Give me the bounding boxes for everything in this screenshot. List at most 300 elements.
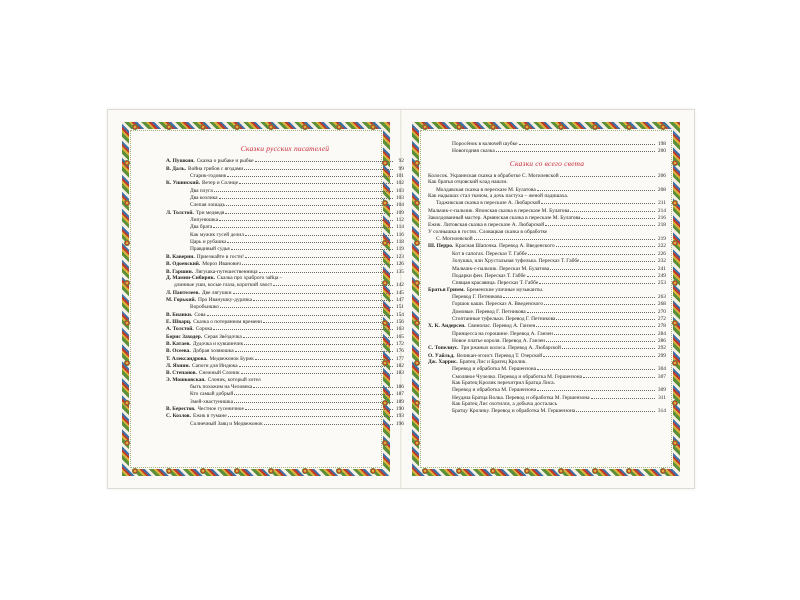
toc-page-number: 206 — [657, 173, 666, 180]
toc-leader-dots — [591, 394, 656, 399]
toc-title: Старик-годовик — [190, 173, 227, 180]
toc-author: Л. Пантелеев. — [166, 289, 200, 296]
toc-entry — [428, 407, 666, 414]
toc-title: Мальчик-с-пальчик. Японская сказка в пересказе М. Булатова — [428, 207, 570, 214]
flower-ornament-icon — [124, 400, 130, 406]
toc-leader-dots — [253, 296, 393, 301]
toc-title: Мальчик-с-пальчик. Пересказ М. Булатова — [452, 265, 550, 272]
toc-page-number: 304 — [657, 366, 666, 373]
toc-page-number: 172 — [395, 340, 404, 347]
flower-ornament-icon — [414, 240, 420, 246]
toc-page-number: 219 — [657, 236, 666, 243]
toc-entry — [428, 373, 666, 380]
flower-ornament-icon — [302, 468, 308, 474]
toc-page-number: 119 — [396, 246, 404, 253]
toc-page-number: 211 — [658, 200, 666, 207]
toc-leader-dots — [255, 157, 393, 162]
toc-author: В. Осеева. — [166, 348, 191, 355]
toc-leader-dots — [527, 272, 655, 277]
toc-title: Две лягушки — [201, 289, 232, 296]
toc-leader-dots — [536, 322, 655, 327]
toc-entry — [428, 199, 666, 206]
flower-ornament-icon — [382, 320, 388, 326]
toc-page-number: 193 — [395, 413, 404, 420]
flower-ornament-icon — [382, 440, 388, 446]
toc-page-number: 307 — [657, 373, 666, 380]
flower-ornament-icon — [672, 440, 678, 446]
flower-ornament-icon — [124, 280, 130, 286]
toc-page-number: 222 — [657, 243, 666, 250]
toc-page-number: 99 — [398, 165, 404, 172]
toc-page-number: 272 — [657, 315, 666, 322]
flower-ornament-icon — [124, 320, 130, 326]
toc-author: В. Катаев. — [166, 340, 191, 347]
toc-page-number: 253 — [657, 280, 666, 287]
toc-leader-dots — [234, 398, 393, 403]
toc-entry — [166, 238, 404, 245]
toc-title: Поросёнок в колючей шубке — [452, 141, 518, 147]
toc-page-number: 187 — [395, 391, 404, 398]
flower-ornament-icon — [592, 124, 598, 130]
flower-ornament-icon — [336, 468, 342, 474]
toc-leader-dots — [539, 279, 655, 284]
flower-ornament-icon — [124, 160, 130, 166]
flower-ornament-icon — [382, 160, 388, 166]
flower-ornament-icon — [124, 360, 130, 366]
toc-title: Таджикская сказка в пересказе А. Любарской — [436, 200, 541, 207]
toc-title: Сапоги для Индюка — [191, 362, 238, 369]
toc-leader-dots — [527, 308, 655, 313]
toc-entry — [166, 420, 404, 427]
toc-page-number: 116 — [396, 231, 404, 238]
flower-ornament-icon — [132, 124, 138, 130]
toc-entry — [166, 296, 404, 303]
flower-ornament-icon — [382, 400, 388, 406]
toc-title: Змей-хвастунишка — [190, 398, 233, 405]
toc-page-number: 284 — [657, 330, 666, 337]
toc-title: С. Могилевской — [436, 236, 473, 243]
toc-leader-dots — [541, 199, 655, 204]
toc-title: Мороз Иванович — [202, 261, 241, 268]
toc-page-number: 109 — [395, 209, 404, 216]
toc-title: Как братья отцовский клад нашли. — [428, 179, 508, 186]
flower-ornament-icon — [672, 400, 678, 406]
toc-title: Царь и рубашка — [190, 239, 227, 246]
toc-author: Л. Яхнин. — [166, 362, 190, 369]
toc-entry — [166, 289, 404, 296]
toc-author: С. Топелиус. — [428, 345, 459, 352]
toc-page-number: 232 — [657, 258, 666, 265]
toc-page-number: 126 — [395, 261, 404, 268]
toc-entry — [428, 344, 666, 351]
toc-title: Как Братец Кролик перехитрил Братца Лиса. — [452, 380, 556, 386]
flower-ornament-icon — [382, 240, 388, 246]
toc-leader-dots — [219, 194, 393, 199]
flower-ornament-icon — [456, 124, 462, 130]
flower-ornament-icon — [672, 200, 678, 206]
toc-page-number: 145 — [395, 289, 404, 296]
toc-leader-dots — [213, 223, 393, 228]
toc-leader-dots — [554, 330, 655, 335]
toc-page-number: 189 — [395, 398, 404, 405]
toc-title: Сказка про храброго зайца – — [217, 274, 283, 281]
flower-ornament-icon — [234, 124, 240, 130]
toc-leader-dots — [245, 405, 393, 410]
toc-author: М. Горький. — [166, 296, 196, 303]
flower-ornament-icon — [132, 468, 138, 474]
toc-leader-dots — [263, 318, 393, 323]
flower-ornament-icon — [672, 160, 678, 166]
toc-entry — [166, 260, 404, 267]
toc-title: Слоник, который хотел — [207, 376, 261, 383]
toc-title: Ёжик. Литовская сказка в пересказе А. Любарской — [428, 222, 545, 229]
toc-entry — [166, 383, 404, 390]
flower-ornament-icon — [414, 320, 420, 326]
flower-ornament-icon — [592, 468, 598, 474]
toc-leader-dots — [503, 293, 655, 298]
toc-entry — [166, 231, 404, 238]
flower-ornament-icon — [414, 440, 420, 446]
toc-title: Свинопас. Перевод А. Ганзен — [467, 323, 536, 330]
toc-leader-dots — [583, 373, 655, 378]
toc-entry — [428, 293, 666, 300]
toc-entry — [166, 390, 404, 397]
toc-title: Бременские уличные музыканты. — [466, 286, 544, 293]
toc-leader-dots — [243, 333, 393, 338]
toc-page-number: 190 — [395, 406, 404, 413]
toc-leader-dots — [245, 231, 393, 236]
toc-leader-dots — [242, 260, 393, 265]
toc-title: Принцесса на горошине. Перевод А. Ганзен — [452, 330, 553, 337]
toc-title: Сказка о рыбаке и рыбке — [196, 158, 254, 165]
toc-leader-dots — [228, 412, 393, 417]
toc-author: В. Гаршин. — [166, 268, 194, 275]
flower-ornament-icon — [382, 360, 388, 366]
book-spread — [107, 109, 695, 489]
toc-title: Два козлика — [190, 195, 218, 202]
toc-page-number: 198 — [657, 141, 666, 147]
flower-ornament-icon — [370, 124, 376, 130]
toc-entry — [428, 300, 666, 307]
toc-page-number: 309 — [657, 387, 666, 394]
toc-author: Ш. Перро. — [428, 243, 454, 250]
toc-entry — [166, 216, 404, 223]
toc-title: Добрая хозяюшка — [192, 348, 234, 355]
toc-entry — [428, 235, 666, 242]
toc-entry — [428, 207, 666, 214]
toc-title: Перевод Г. Петникова — [452, 293, 503, 300]
flower-ornament-icon — [672, 240, 678, 246]
toc-leader-dots — [235, 347, 393, 352]
flower-ornament-icon — [672, 280, 678, 286]
toc-title: Новое платье короля. Перевод А. Ганзен — [452, 337, 545, 344]
toc-entry — [166, 412, 404, 419]
toc-leader-dots — [234, 390, 393, 395]
toc-title: Сказка о потерянном времени — [193, 318, 263, 325]
toc-leader-dots — [239, 362, 393, 367]
toc-author: А. Толстой. — [166, 326, 194, 333]
toc-title: Снежный Слоник — [198, 370, 240, 377]
toc-page-number: 123 — [395, 253, 404, 260]
toc-list-right — [428, 172, 666, 415]
toc-entry — [166, 209, 404, 216]
flower-ornament-icon — [414, 200, 420, 206]
toc-leader-dots — [241, 369, 393, 374]
toc-author: Х. К. Андерсен. — [428, 323, 466, 330]
toc-title: Стоптанные туфельки. Перевод Г. Петникова — [452, 315, 556, 322]
toc-entry — [166, 245, 404, 252]
toc-title: Два брата — [190, 224, 213, 231]
toc-title: Заколдованный мастер. Армянская сказка в пересказе М. Булатова — [428, 215, 581, 222]
section-title-world: Сказки со всего света — [509, 158, 585, 168]
toc-title: Перевод и обработка М. Гершензона — [452, 387, 537, 394]
flower-ornament-icon — [490, 468, 496, 474]
toc-title: Сорока — [195, 326, 213, 333]
toc-page-number: 101 — [395, 173, 404, 180]
left-page — [166, 140, 404, 427]
toc-title: У солнышка в гостях. Словацкая сказка в обработке — [428, 228, 548, 235]
toc-page-number: 249 — [657, 272, 666, 279]
toc-title: Ветер и Солнце — [201, 180, 239, 187]
toc-entry — [428, 308, 666, 315]
flower-ornament-icon — [626, 124, 632, 130]
flower-ornament-icon — [558, 468, 564, 474]
toc-entry — [166, 398, 404, 405]
toc-author: С. Козлов. — [166, 413, 191, 420]
toc-leader-dots — [537, 386, 655, 391]
toc-leader-dots — [576, 407, 655, 412]
toc-entry — [428, 365, 666, 372]
flower-ornament-icon — [672, 360, 678, 366]
toc-page-number: 270 — [657, 308, 666, 315]
toc-leader-dots — [580, 257, 655, 262]
toc-page-number: 314 — [657, 408, 666, 415]
toc-title: Молдавская сказка в пересказе М. Булатова — [436, 186, 536, 193]
toc-entry — [428, 257, 666, 264]
flower-ornament-icon — [558, 124, 564, 130]
toc-title: Как мужик гусей делил — [190, 231, 244, 238]
flower-ornament-icon — [422, 468, 428, 474]
toc-title: Серая Звёздочка — [204, 333, 242, 340]
toc-entry — [166, 187, 404, 194]
toc-page-number: 135 — [395, 268, 404, 275]
flower-ornament-icon — [660, 124, 666, 130]
flower-ornament-icon — [414, 360, 420, 366]
toc-leader-dots — [570, 207, 655, 212]
toc-title: Война грибов с ягодами — [187, 165, 244, 172]
toc-entry — [428, 242, 666, 249]
toc-entry — [428, 315, 666, 322]
toc-author: В. Степанов. — [166, 370, 197, 377]
toc-page-number: 92 — [398, 158, 404, 165]
toc-title: Сова — [194, 311, 206, 318]
flower-ornament-icon — [524, 124, 530, 130]
toc-page-number: 163 — [395, 326, 404, 333]
toc-title: Перевод и обработка М. Гершензона — [452, 366, 537, 373]
toc-title: Честное гусеничное — [197, 406, 244, 413]
toc-page-number: 177 — [395, 355, 404, 362]
toc-title: Как надышах стал ткачом, а дочь пастуха – женой падишаха. — [428, 193, 569, 200]
toc-entry — [166, 165, 404, 172]
toc-entry — [166, 347, 404, 354]
toc-page-number: 112 — [396, 217, 404, 224]
flower-ornament-icon — [370, 468, 376, 474]
toc-page-number: 208 — [657, 186, 666, 193]
toc-leader-dots — [543, 352, 655, 357]
toc-entry — [166, 201, 404, 208]
toc-page-number: 278 — [657, 323, 666, 330]
toc-leader-dots — [214, 187, 393, 192]
toc-page-number: 154 — [395, 311, 404, 318]
toc-author: В. Берестов. — [166, 406, 196, 413]
toc-entry — [428, 386, 666, 393]
toc-page-number: 186 — [395, 384, 404, 390]
flower-ornament-icon — [672, 320, 678, 326]
toc-title: Липунюшка — [190, 217, 219, 224]
toc-entry — [166, 223, 404, 230]
toc-leader-dots — [562, 344, 655, 349]
toc-author: О. Уайльд. — [428, 352, 455, 359]
toc-author: Д. Мамин-Сибиряк. — [166, 274, 216, 281]
toc-title: Как Братец Лис охотился, а добыча досталась — [452, 401, 558, 408]
toc-page-number: 196 — [395, 420, 404, 427]
flower-ornament-icon — [382, 280, 388, 286]
toc-author: Э. Мошковская. — [166, 376, 206, 383]
toc-entry — [166, 325, 404, 332]
toc-leader-dots — [225, 209, 393, 214]
right-page — [428, 140, 666, 415]
toc-entry — [166, 157, 404, 164]
toc-author: Е. Шварц. — [166, 318, 192, 325]
toc-leader-dots — [227, 238, 393, 243]
flower-ornament-icon — [200, 124, 206, 130]
toc-leader-dots — [544, 300, 655, 305]
toc-title: Спящая красавица. Пересказ Т. Габбе — [452, 280, 539, 287]
toc-title: Три ржаных колоса. Перевод А. Любарской — [460, 345, 561, 352]
toc-page-number: 176 — [395, 348, 404, 355]
toc-page-number: 226 — [657, 250, 666, 257]
toc-entry — [166, 303, 404, 310]
toc-title: Братец Лис и Братец Кролик. — [459, 358, 527, 365]
toc-title: Подарки феи. Пересказ Т. Габбе — [452, 272, 526, 279]
toc-title: Домовые. Перевод Г. Петникова — [452, 308, 526, 315]
toc-author: В. Каверин. — [166, 253, 195, 260]
flower-ornament-icon — [414, 280, 420, 286]
toc-page-number: 147 — [395, 296, 404, 303]
toc-title: Великан-эгоист. Перевод Т. Озерской — [456, 352, 543, 359]
toc-page-number: 103 — [395, 187, 404, 194]
toc-title: Горшок каши. Пересказ А. Введенского — [452, 301, 544, 308]
toc-leader-dots — [259, 268, 393, 273]
toc-list-left — [166, 157, 404, 427]
toc-title: длинные уши, косые глаза, короткий хвост — [174, 282, 273, 289]
toc-page-number: 218 — [657, 222, 666, 229]
toc-leader-dots — [253, 383, 393, 388]
toc-author: Л. Толстой. — [166, 209, 194, 216]
toc-title: Ёжик в тумане — [192, 413, 227, 420]
toc-entry — [428, 214, 666, 221]
toc-title: Колосок. Украинская сказка в обработке С. Могилевской — [428, 173, 559, 180]
toc-title: Воробьишко — [190, 304, 219, 311]
toc-leader-dots — [220, 303, 393, 308]
toc-author: Братья Гримм. — [428, 286, 465, 293]
flower-ornament-icon — [166, 124, 172, 130]
toc-entry — [166, 311, 404, 318]
toc-entry — [428, 330, 666, 337]
flower-ornament-icon — [124, 440, 130, 446]
flower-ornament-icon — [336, 124, 342, 130]
toc-title: Братцу Кролику. Перевод и обработка М. Гершензона — [452, 408, 576, 415]
toc-page-number: 165 — [395, 333, 404, 340]
toc-leader-dots — [219, 216, 393, 221]
toc-page-number: 241 — [657, 265, 666, 272]
toc-author: В. Бианки. — [166, 311, 193, 318]
toc-title: Золушка, или Хрустальная туфелька. Пересказ Т. Габбе — [452, 258, 580, 265]
toc-entry — [166, 268, 404, 275]
toc-leader-dots — [244, 165, 393, 170]
toc-entry — [166, 179, 404, 186]
flower-ornament-icon — [422, 124, 428, 130]
toc-leader-dots — [546, 337, 655, 342]
toc-entry — [166, 253, 404, 260]
toc-author: Борис Заходер. — [166, 333, 203, 340]
toc-author: Дж. Харрис. — [428, 358, 458, 365]
toc-title: Смоляное Чучелко. Перевод и обработка М. Гершензона — [452, 373, 582, 380]
toc-entry — [166, 172, 404, 179]
toc-author: В. Даль. — [166, 165, 186, 172]
toc-leader-dots — [581, 214, 655, 219]
toc-leader-dots — [496, 147, 655, 152]
flower-ornament-icon — [660, 468, 666, 474]
toc-title: Медвежонок Бурик — [209, 355, 254, 362]
toc-author: А. Пушкин. — [166, 158, 195, 165]
toc-title: Кто самый добрый — [190, 391, 234, 398]
toc-title: Дудочка и кувшинчик — [192, 340, 244, 347]
toc-leader-dots — [227, 172, 393, 177]
toc-page-number: 216 — [657, 215, 666, 222]
flower-ornament-icon — [166, 468, 172, 474]
flower-ornament-icon — [124, 200, 130, 206]
toc-entry — [166, 405, 404, 412]
flower-ornament-icon — [490, 124, 496, 130]
toc-leader-dots — [273, 281, 393, 286]
toc-entry — [166, 355, 404, 362]
toc-entry — [428, 147, 666, 154]
toc-leader-dots — [537, 365, 655, 370]
toc-leader-dots — [213, 325, 393, 330]
toc-entry — [166, 281, 404, 288]
flower-ornament-icon — [268, 468, 274, 474]
flower-ornament-icon — [382, 200, 388, 206]
toc-entry — [428, 272, 666, 279]
toc-page-number: 214 — [657, 207, 666, 214]
toc-page-number: 268 — [657, 301, 666, 308]
toc-page-number: 151 — [395, 304, 404, 311]
flower-ornament-icon — [414, 160, 420, 166]
toc-entry — [428, 279, 666, 286]
toc-page-number: 114 — [396, 224, 404, 231]
toc-entry — [166, 194, 404, 201]
toc-title: Приезжайте в гости! — [196, 253, 244, 260]
flower-ornament-icon — [302, 124, 308, 130]
toc-entry — [428, 221, 666, 228]
toc-leader-dots — [239, 179, 393, 184]
toc-title: Лягушка-путешественница — [195, 268, 258, 275]
toc-entry — [428, 322, 666, 329]
toc-page-number: 183 — [395, 370, 404, 377]
flower-ornament-icon — [626, 468, 632, 474]
toc-author: К. Ушинский. — [166, 180, 200, 187]
